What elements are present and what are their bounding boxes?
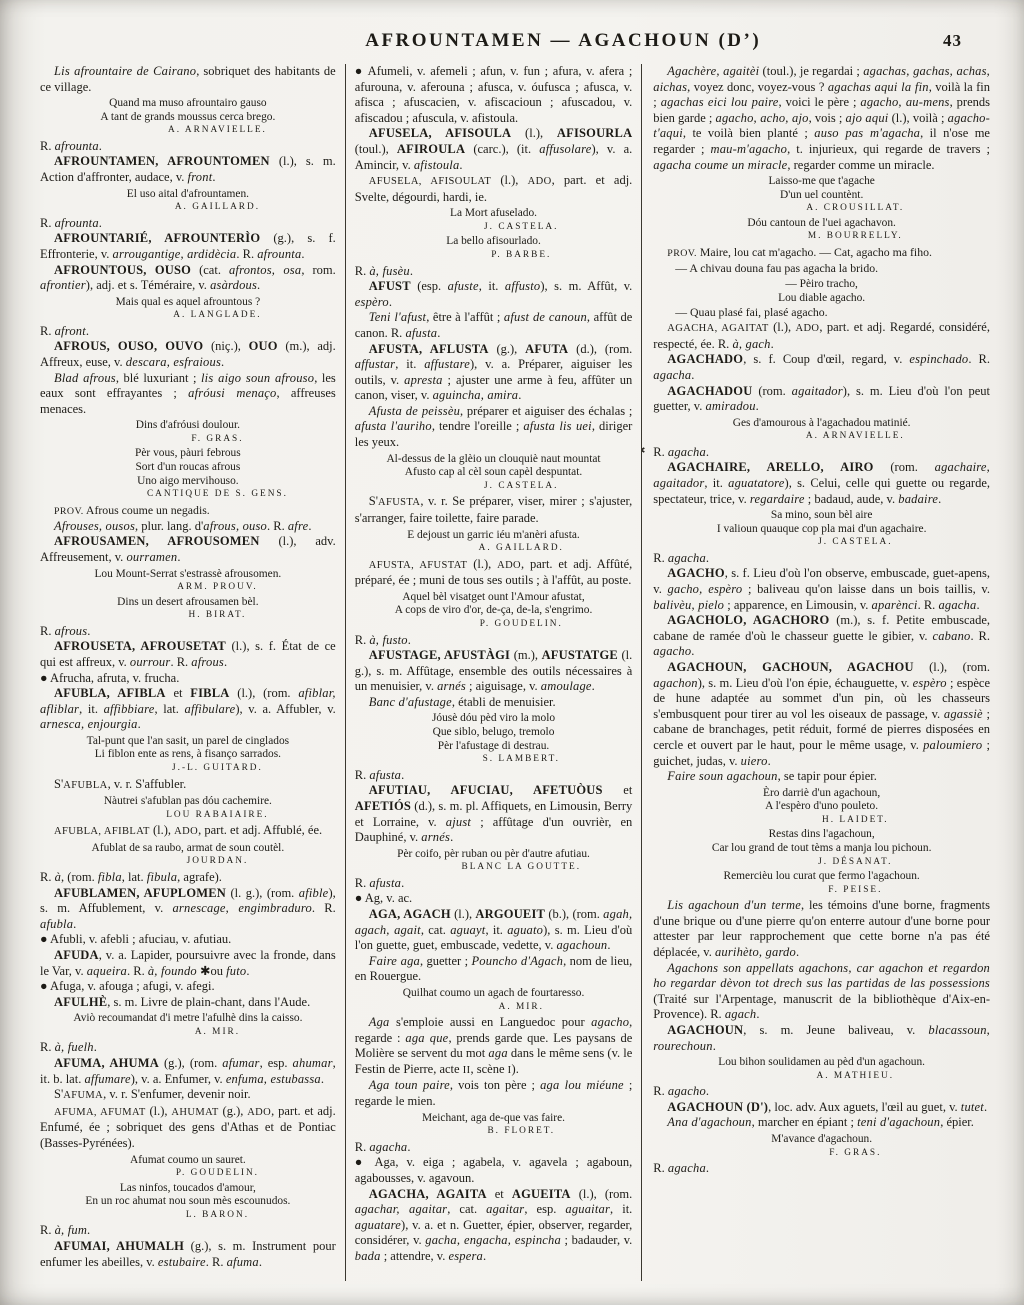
verse-quote (355, 712, 633, 753)
verse-quote (653, 1133, 990, 1147)
verse-line: Nàutrei s'afublan pas dóu cachemire. (103, 795, 272, 808)
entry-paragraph: S'AFUBLA, v. r. S'affubler. (54, 776, 187, 791)
verse-line: E dejoust un garric iéu m'anèri afusta. (407, 528, 580, 541)
verse-line: Dins un desert afrousamen bèl. (117, 595, 259, 608)
verse-line: D'un uel countènt. (779, 188, 864, 201)
entry-paragraph: Agachère, agaitèi (toul.), je regardai ; agachas, gachas, achas, aichas, voyez donc, voyez-vous ? agachas aqui la fin, voilà la fin ; agachas eici lou paire, voici le père ; agacho, au-mens, prends bien garde ; agacho, acho, ajo, vois ; ajo aqui (l.), voilà ; agacho-t'aqui, te voilà bien planté ; auso pas m'agacha, il n'ose me regarder ; mau-m'agacho, t. injurieux, qui regarde de travers ; agacha coume un miracle, regarder comme un miracle. (653, 64, 990, 172)
verse-line: Lou Mount-Serrat s'estrassè afrousomen. (94, 567, 282, 580)
verse-line: — Pèiro tracho, (785, 277, 858, 290)
running-title: AFROUNTAMEN — AGACHOUN (D’) (365, 30, 762, 51)
entry-paragraph: Teni l'afust, être à l'affût ; afust de canoun, affût de canon. R. afusta. (354, 310, 633, 340)
verse-attribution: ARM. PROUV. (177, 582, 258, 593)
entry-paragraph: R. afusta. (354, 767, 405, 782)
entry-paragraph: Banc d'afustage, établi de menuisier. (368, 694, 556, 709)
proverb-line: — A chivau douna fau pas agacha la brido. (675, 260, 879, 275)
entry-paragraph: R. agacha. (653, 1161, 710, 1176)
entry-paragraph: Aga s'emploie aussi en Languedoc pour agacho, regarde : aga que, prends garde que. Les paysans de Molière se servent du mot aga dans le même sens (v. le Festin de Pierre, acte II, scène I). (354, 1015, 633, 1076)
verse-quote (653, 278, 990, 305)
verse-line: La bello afisourlado. (446, 235, 541, 248)
verse-line: Restas dins l'agachoun, (768, 828, 875, 841)
entry-paragraph: R. agacha. (653, 550, 710, 565)
verse-line: Pèr vous, pàuri febrous (135, 447, 241, 460)
entry-paragraph: S'AFUMA, v. r. S'enfumer, devenir noir. (54, 1087, 251, 1102)
verse-quote (40, 97, 336, 124)
entry-paragraph: ● Afubli, v. afebli ; afuciau, v. afutiau. (40, 932, 232, 947)
verse-quote (40, 795, 336, 809)
verse-quote (355, 1112, 633, 1126)
verse-attribution: M. BOURRELLY. (807, 231, 903, 242)
verse-line: Jóusè dóu pèd viro la molo (431, 712, 556, 725)
entry-paragraph: S'AFUSTA, v. r. Se préparer, viser, mirer ; s'ajuster, s'arranger, faire toilette, faire parade. (354, 494, 633, 525)
entry-paragraph: Faire soun agachoun, se tapir pour épier. (667, 769, 877, 784)
verse-attribution: A. CROUSILLAT. (806, 203, 905, 214)
entry-paragraph: Afrouses, ousos, plur. lang. d'afrous, ouso. R. afre. (54, 518, 312, 533)
verse-line: Tal-punt que l'an sasit, un parel de cinglados (86, 734, 290, 747)
verse-line: A tant de grands moussus cerca brego. (100, 110, 276, 123)
entry-paragraph: R. à, fusèu. (354, 263, 413, 278)
verse-line: Sort d'un roucas afrous (135, 461, 241, 474)
entry-paragraph: R. agacho. (653, 1084, 710, 1099)
verse-line: Meichant, aga de-que vas faire. (422, 1111, 565, 1124)
entry-paragraph: AFUBLA, AFIBLA et FIBLA (l.), (rom. afiblar, afliblar, it. affibbiare, lat. affibulare), v. a. Affubler, v. arnesca, enjourgia. (40, 686, 336, 732)
entry-paragraph: AFUST (esp. afuste, it. affusto), s. m. Affût, v. espèro. (354, 279, 633, 309)
verse-line: Pèr coifo, pèr ruban ou pèr d'autre afutiau. (397, 847, 590, 860)
entry-paragraph: AFROUNTOUS, OUSO (cat. afrontos, osa, rom. afrontier), adj. et s. Téméraire, v. asàrdous. (40, 262, 336, 293)
entry-paragraph: AFUSELA, AFISOULAT (l.), ADO, part. et adj. Svelte, dégourdi, hardi, ie. (354, 173, 633, 204)
verse-attribution: P. GOUDELIN. (175, 1168, 260, 1179)
verse-line: Remercièu lou curat que fermo l'agachoun. (723, 870, 920, 883)
verse-attribution: H. LAIDET. (822, 814, 889, 825)
verse-quote (355, 987, 633, 1001)
verse-attribution: P. GOUDELIN. (479, 619, 563, 629)
entry-paragraph: AGACHA, AGAITA et AGUEITA (l.), (rom. agachar, agaitar, cat. agaitar, esp. aguaitar, it. aguatare), v. a. et n. Guetter, épier, observer, regarder, considérer, v. gacha, engacha, espincha ; badauder, v. bada ; attendre, v. espera. (354, 1186, 633, 1263)
text-columns (40, 64, 990, 1281)
verse-quote (40, 1182, 336, 1209)
entry-paragraph: AFULHÈ, s. m. Livre de plain-chant, dans l'Aude. (54, 994, 311, 1009)
verse-quote (355, 848, 633, 862)
entry-paragraph: Aga toun paire, vois ton père ; aga lou miéune ; regarde le mien. (354, 1078, 633, 1109)
verse-attribution: A. GAILLARD. (174, 202, 261, 213)
entry-paragraph: R. afrous. (40, 623, 91, 638)
verse-line: A l'espèro d'uno pouleto. (765, 800, 879, 813)
entry-paragraph: AFROUSETA, AFROUSETAT (l.), s. f. État de ce qui est affreux, v. ourrour. R. afrous. (40, 639, 336, 669)
verse-attribution: H. BIRAT. (188, 610, 247, 621)
entry-paragraph: AGACHOUN, s. m. Jeune baliveau, v. blacassoun, rourechoun. (653, 1022, 990, 1053)
verse-attribution: J. DÉSANAT. (818, 856, 893, 867)
entry-paragraph: AFUDA, v. a. Lapider, poursuivre avec la fronde, dans le Var, v. aqueira. R. à, foundo ✱ou futo. (40, 947, 336, 978)
verse-attribution: A. MIR. (498, 1001, 544, 1012)
entry-paragraph: AFROUNTAMEN, AFROUNTOMEN (l.), s. m. Action d'affronter, audace, v. front. (40, 154, 336, 185)
verse-quote (653, 870, 990, 884)
entry-paragraph: ● Afrucha, afruta, v. frucha. (40, 670, 180, 685)
entry-paragraph: R. à, (rom. fibla, lat. fibula, agrafe). (40, 869, 222, 884)
verse-quote (653, 1056, 990, 1070)
entry-paragraph: R. afrounta. (40, 215, 102, 230)
verse-line: En un roc ahumat nou soun mès escounudos. (85, 1195, 291, 1208)
verse-attribution: J. CASTELA. (818, 537, 893, 548)
entry-paragraph: AFUTIAU, AFUCIAU, AFETUÒUS et AFETIÓS (d.), s. m. pl. Affiquets, en Limousin, Berry et Lorraine, v. ajust ; affûtage d'un ouvrièr, en Dauphiné, v. arnés. (354, 783, 633, 845)
verse-quote (355, 591, 633, 618)
entry-paragraph: ● Afuga, v. afouga ; afugi, v. afegi. (40, 979, 215, 994)
verse-line: Èro darriè d'un agachoun, (763, 786, 881, 799)
entry-paragraph: R. agacha. (354, 1139, 411, 1154)
entry-paragraph: ● Afumeli, v. afemeli ; afun, v. fun ; afura, v. afera ; afurouna, v. aferouna ; afusca, v. óufusca ; afusca, v. afisca ; afuscacien, v. afiscacioun ; afuscadou, v. afiscadou ; afuscula, v. afistoula. (354, 64, 633, 125)
verse-quote (653, 509, 990, 536)
verse-quote (653, 217, 990, 231)
verse-line: Car lou grand de tout tèms a manja lou pichoun. (711, 842, 932, 855)
entry-paragraph: Faire aga, guetter ; Pouncho d'Agach, nom de lieu, en Rouergue. (354, 953, 633, 984)
verse-attribution: A. MATHIEU. (816, 1070, 895, 1081)
entry-paragraph: Blad afrous, blé luxuriant ; lis aigo soun afrouso, les eaux sont effrayantes ; afróusi menaço, affreuses menaces. (40, 370, 336, 416)
entry-paragraph: Lis agachoun d'un terme, les témoins d'une borne, fragments d'une brique ou d'une pierre qu'on enterre autour d'une borne pour attester par leur rapprochement que cette borne n'a pas été déplacée, v. aurihèto, gardo. (653, 898, 990, 959)
verse-line: Que siblo, belugo, tremolo (432, 726, 555, 739)
verse-line: Laisso-me que t'agache (768, 175, 875, 188)
verse-line: Aviò recoumandat d'i metre l'afulhè dins la caisso. (73, 1012, 303, 1025)
verse-attribution: A. ARNAVIELLE. (805, 431, 905, 442)
verse-quote (355, 529, 633, 543)
verse-quote (653, 417, 990, 431)
verse-quote (355, 235, 633, 249)
entry-paragraph: AFUMAI, AHUMALH (g.), s. m. Instrument pour enfumer les abeilles, v. estubaire. R. afuma. (40, 1238, 336, 1269)
verse-attribution: BLANC LA GOUTTE. (461, 862, 582, 873)
column-3 (642, 64, 990, 1281)
verse-line: Las ninfos, toucados d'amour, (119, 1181, 256, 1194)
verse-line: Lou bihon soulidamen au pèd d'un agachoun. (718, 1056, 926, 1069)
entry-paragraph: AGACHOUN, GACHOUN, AGACHOU (l.), (rom. agachon), s. m. Lieu d'où l'on épie, échauguette, v. espèro ; espèce de hune adaptée au sommet d'un pin, où les chasseurs s'embusquent pour tirer au vol les oiseaux de passage, v. agassiè ; cabane de branchages, petit réduit, formé de pierres disposées en cercle et ouvert par le haut, pour le même usage, v. paloumiero ; guichet, judas, v. uiero. (653, 660, 990, 768)
verse-attribution: F. PEISE. (828, 884, 883, 895)
entry-paragraph: AGACHO, s. f. Lieu d'où l'on observe, embuscade, guet-apens, v. gacho, espèro ; baliveau qu'on laisse dans un bois taillis, v. balivèu, pielo ; apparence, en Limousin, v. aparènci. R. agacha. (653, 566, 990, 612)
verse-line: A cops de viro d'or, de-ça, de-la, s'engrimo. (394, 604, 593, 617)
verse-quote (40, 568, 336, 582)
verse-line: Quand ma muso afrountairo gauso (109, 97, 267, 110)
entry-paragraph: AFUBLAMEN, AFUPLOMEN (l. g.), (rom. afible), s. m. Affublement, v. arnescage, engimbraduro. R. afubla. (40, 885, 336, 931)
verse-line: Dins d'afróusi doulour. (135, 419, 240, 432)
page-number: 43 (943, 31, 962, 50)
entry-paragraph: AGA, AGACH (l.), ARGOUEIT (b.), (rom. agah, agach, agait, cat. aguayt, it. aguato), s. m. Lieu d'où l'on guette, guet, embuscade, vedette, v. agachoun. (354, 907, 633, 953)
verse-quote (40, 1154, 336, 1168)
verse-line: Afublat de sa raubo, armat de soun coutèl. (91, 841, 285, 854)
entry-paragraph: AFROUNTARIÉ, AFROUNTERÌO (g.), s. f. Effronterie, v. arrougantige, ardidècia. R. afrounta. (40, 231, 336, 261)
entry-paragraph: AFUSELA, AFISOULA (l.), AFISOURLA (toul.), AFIROULA (carc.), (it. affusolare), v. a. Amincir, v. afistoula. (354, 126, 633, 172)
proverb: PROV. Maire, lou cat m'agacho. — Cat, agacho ma fiho. (667, 244, 932, 259)
verse-quote (40, 419, 336, 433)
entry-paragraph: AFUBLA, AFIBLAT (l.), ADO, part. et adj. Affublé, ée. (54, 823, 323, 838)
entry-paragraph: AGACHOLO, AGACHORO (m.), s. f. Petite embuscade, cabane de ramée d'où le chasseur guette le gibier, v. cabano. R. agacho. (653, 613, 990, 659)
verse-quote (40, 296, 336, 310)
entry-paragraph: AFROUS, OUSO, OUVO (niç.), OUO (m.), adj. Affreux, euse, v. descara, esfraious. (40, 339, 336, 369)
verse-line: I valioun quauque cop pla mai d'un agachaire. (716, 522, 927, 535)
verse-attribution: J. CASTELA. (484, 221, 559, 232)
verse-line: M'avance d'agachoun. (771, 1133, 873, 1146)
verse-attribution: A. ARNAVIELLE. (168, 125, 267, 136)
verse-line: Mais qual es aquel afrountous ? (115, 295, 261, 308)
entry-paragraph: AFROUSAMEN, AFROUSOMEN (l.), adv. Affreusement, v. ourramen. (40, 534, 336, 564)
verse-line: Uno aigo mervihouso. (137, 474, 239, 487)
verse-attribution: J.-L. GUITARD. (172, 763, 263, 774)
verse-quote (40, 596, 336, 610)
verse-quote (653, 828, 990, 855)
entry-paragraph: AFUMA, AFUMAT (l.), AHUMAT (g.), ADO, part. et adj. Enfumé, ée ; sobriquet des gens d'Athas et de Pontiac (Basses-Pyrénées). (40, 1103, 336, 1150)
verse-line: Pèr l'afustage di destrau. (437, 739, 550, 752)
verse-line: Quilhat coumo un agach de fourtaresso. (402, 986, 585, 999)
entry-paragraph: ● Ag, v. ac. (354, 891, 413, 906)
verse-attribution: S. LAMBERT. (482, 754, 560, 765)
verse-line: Afumat coumo un sauret. (129, 1153, 246, 1166)
verse-quote (355, 453, 633, 480)
column-1 (40, 64, 345, 1281)
verse-attribution: A. GAILLARD. (478, 543, 564, 554)
column-2 (345, 64, 643, 1281)
entry-paragraph: Agachons son appellats agachons, car agachon et regardon ho regardar dèvon tot drech sus las partidas de las possessions (Traité sur l'Arpentage, manuscrit de la bibliothèque d'Aix-en-Provence). R. agach. (653, 960, 990, 1022)
verse-quote (40, 447, 336, 488)
verse-quote (40, 188, 336, 202)
verse-attribution: CANTIQUE DE S. GENS. (146, 489, 288, 500)
entry-paragraph: AFUSTA, AFLUSTA (g.), AFUTA (d.), (rom. affustar, it. affustare), v. a. Préparer, aiguiser les outils, v. apresta ; ajuster une arme à feu, affûter un canon, viser, v. aguincha, amira. (354, 341, 633, 403)
entry-paragraph: R. à, fum. (40, 1223, 91, 1238)
verse-line: El uso aital d'afrountamen. (126, 187, 249, 200)
verse-attribution: LOU RABAIAIRE. (166, 809, 269, 820)
verse-attribution: L. BARON. (185, 1209, 250, 1220)
entry-paragraph: R. afrounta. (40, 138, 102, 153)
entry-paragraph: AFUMA, AHUMA (g.), (rom. afumar, esp. ahumar, it. b. lat. affumare), v. a. Enfumer, v. enfuma, estubassa. (40, 1055, 336, 1086)
verse-line: La Mort afuselado. (450, 207, 538, 220)
verse-line: Lou diable agacho. (778, 291, 866, 304)
entry-paragraph: AFUSTAGE, AFUSTÀGI (m.), AFUSTATGE (l. g.), s. m. Affûtage, ensemble des outils nécessaires à un menuisier, v. arnés ; aiguisage, v. amoulage. (354, 648, 633, 694)
entry-paragraph: AGACHOUN (D'), loc. adv. Aux aguets, l'œil au guet, v. tutet. (667, 1099, 988, 1114)
verse-attribution: F. GRAS. (191, 433, 244, 444)
entry-paragraph: R. afusta. (354, 875, 405, 890)
verse-line: Afusto cap al cèl soun capèl despuntat. (404, 466, 583, 479)
verse-line: Ges d'amourous à l'agachadou matinié. (732, 416, 911, 429)
entry-paragraph: ● Aga, v. eiga ; agabela, v. agavela ; agaboun, agabousses, v. agavoun. (354, 1155, 633, 1185)
entry-paragraph: Ana d'agachoun, marcher en épiant ; teni d'agachoun, épier. (667, 1115, 974, 1130)
entry-paragraph: R. à, fuelh. (40, 1040, 97, 1055)
entry-paragraph: Lis afrountaire de Cairano, sobriquet des habitants de ce village. (40, 64, 336, 94)
verse-quote (40, 735, 336, 762)
verse-quote (653, 787, 990, 814)
verse-attribution: JOURDAN. (186, 856, 249, 867)
entry-paragraph: R. à, fusto. (354, 632, 411, 647)
entry-paragraph: R. afront. (40, 323, 90, 338)
verse-quote (40, 1012, 336, 1026)
entry-paragraph: Afusta de peissèu, préparer et aiguiser des échalas ; afusta l'auriho, tendre l'oreille ; afusta lis uei, diriger les yeux. (354, 403, 633, 450)
entry-paragraph: AFUSTA, AFUSTAT (l.), ADO, part. et adj. Affûté, préparé, ée ; muni de tous ses outils ; à l'affût, au poste. (354, 556, 633, 588)
verse-attribution: B. FLORET. (487, 1126, 556, 1137)
verse-attribution: P. BARBE. (491, 250, 552, 261)
proverb: PROV. Afrous coume un negadis. (54, 502, 210, 517)
verse-quote (40, 842, 336, 856)
verse-quote (653, 175, 990, 202)
verse-line: Sa mino, soun bèl aire (770, 509, 873, 522)
verse-attribution: F. GRAS. (829, 1147, 882, 1158)
verse-attribution: A. MIR. (194, 1026, 241, 1037)
verse-attribution: J. CASTELA. (484, 480, 559, 491)
proverb-line: — Quau plasé fai, plasé agacho. (675, 305, 828, 320)
verse-line: Dóu cantoun de l'uei agachavon. (747, 216, 896, 229)
verse-line: Aquel bèl visatget ount l'Amour afustat, (402, 590, 585, 603)
verse-line: Al-dessus de la glèio un clouquiè naut mountat (386, 452, 601, 465)
verse-quote (355, 207, 633, 221)
entry-paragraph: AGACHAIRE, ARELLO, AIRO (rom. agachaire, agaitador, it. aguatatore), s. Celui, celle qui guette ou regarde, spectateur, trice, v. regardaire ; badaud, aude, v. badaire. (653, 460, 990, 506)
verse-line: Li fiblon ente as rens, à fisanço sarrados. (94, 748, 282, 761)
entry-paragraph: ✱ R. agacha. (653, 445, 990, 461)
entry-paragraph: AGACHA, AGAITAT (l.), ADO, part. et adj. Regardé, considéré, respecté, ée. R. à, gach. (653, 320, 990, 351)
verse-attribution: A. LANGLADE. (173, 310, 262, 321)
entry-paragraph: AGACHADO, s. f. Coup d'œil, regard, v. espinchado. R. agacha. (653, 352, 990, 382)
entry-paragraph: AGACHADOU (rom. agaitador), s. m. Lieu d'où l'on peut guetter, v. amiradou. (653, 383, 990, 414)
